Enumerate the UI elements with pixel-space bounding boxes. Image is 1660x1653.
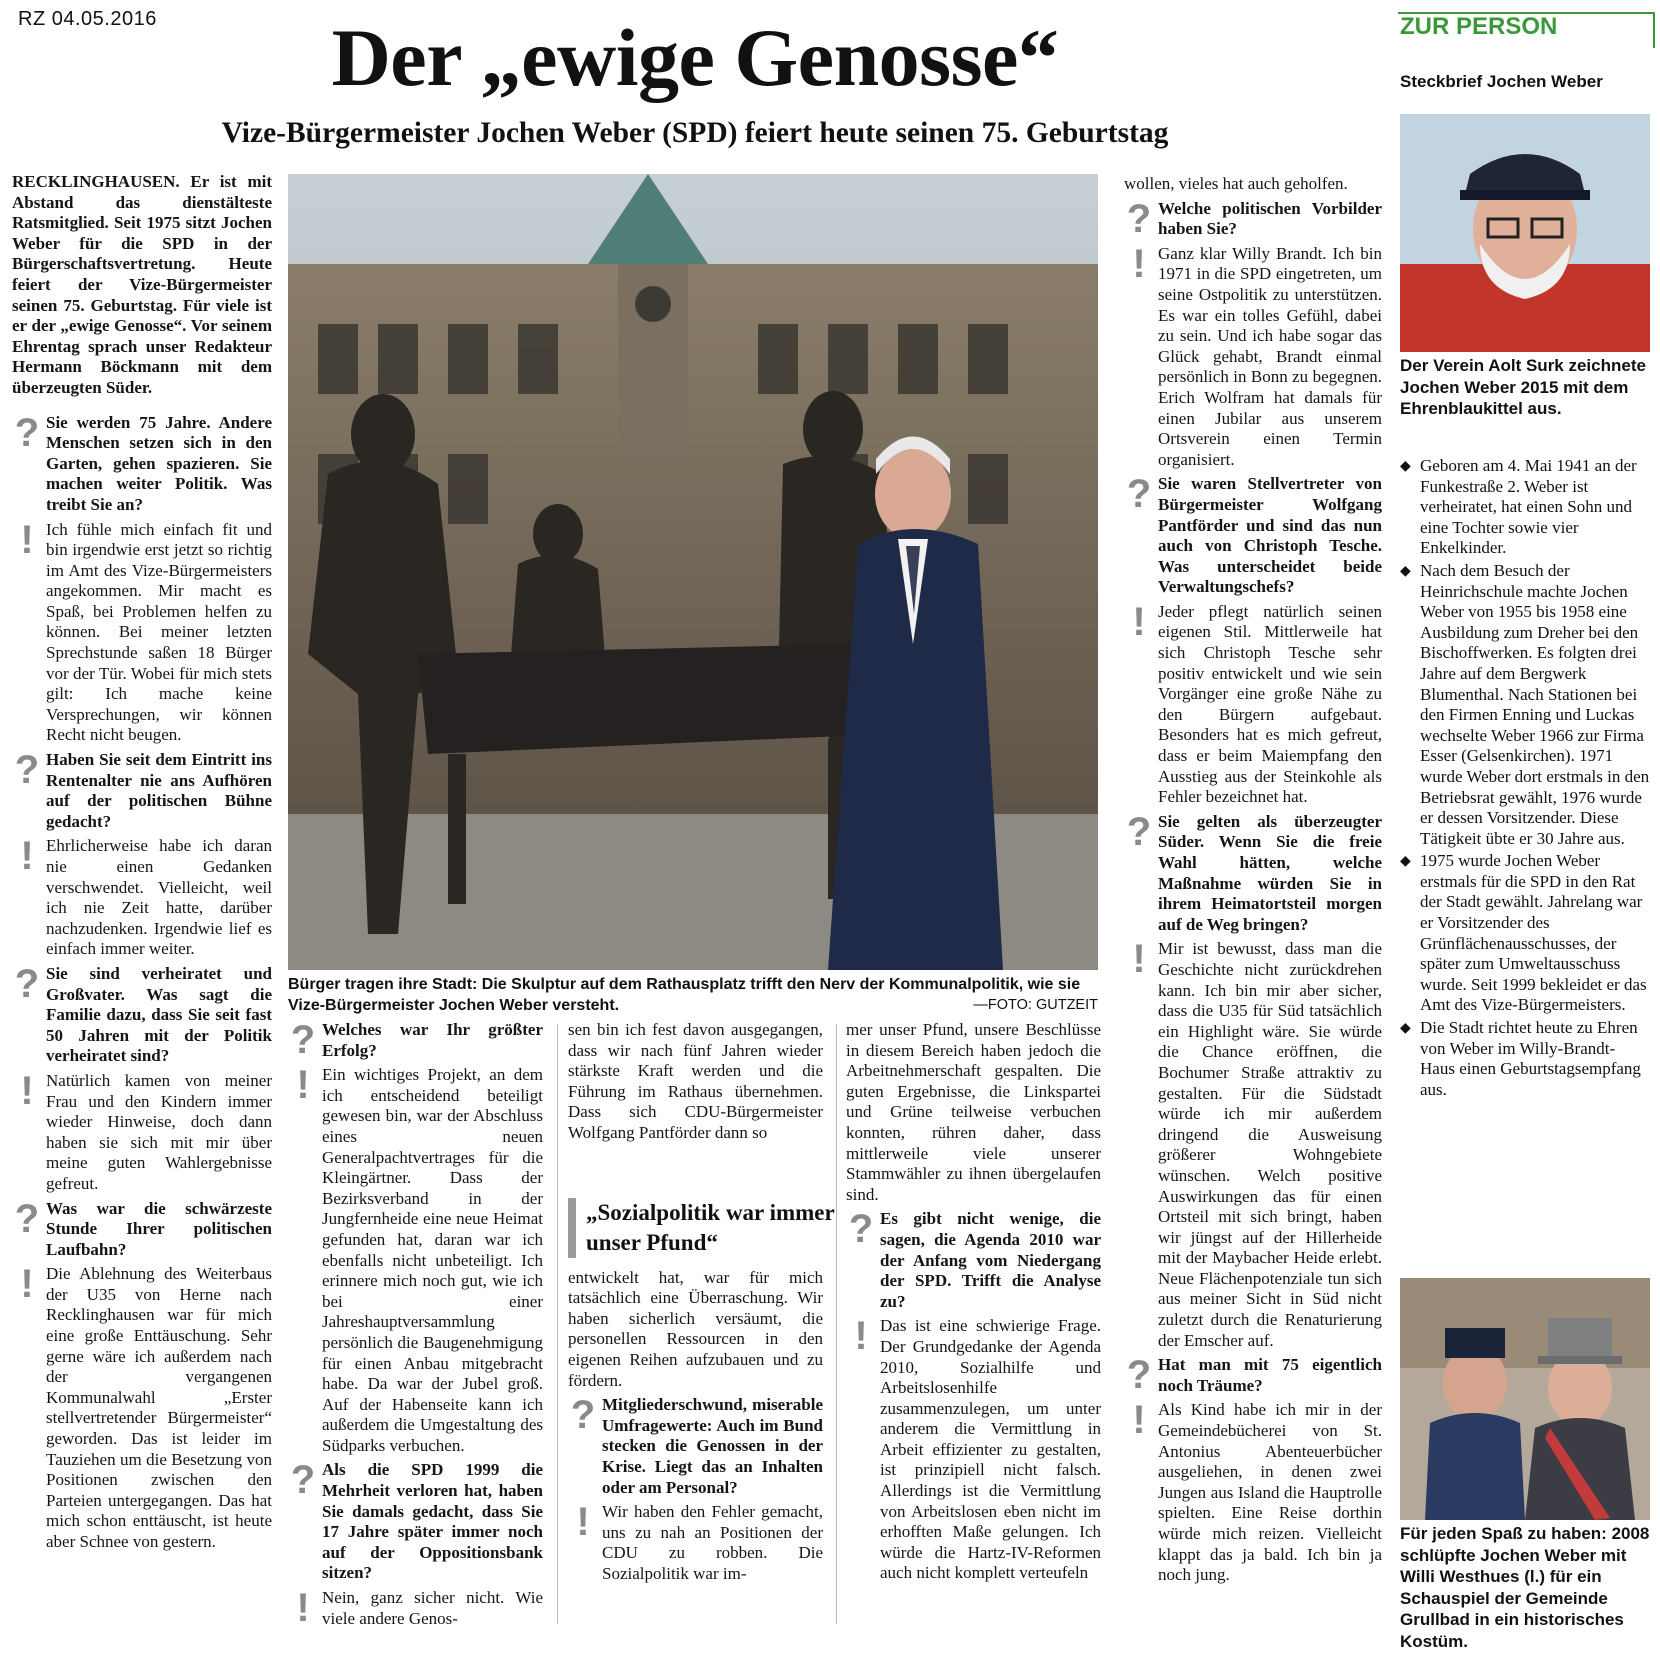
question-mark: ? bbox=[1126, 809, 1152, 854]
interview-question: Welches war Ihr größter Erfolg? bbox=[322, 1020, 543, 1060]
answer-mark: ! bbox=[296, 1063, 310, 1108]
article-column-2 bbox=[288, 1020, 543, 1629]
sidebar-subtitle: Steckbrief Jochen Weber bbox=[1400, 72, 1603, 91]
answer-mark: ! bbox=[1132, 1398, 1146, 1443]
question-mark: ? bbox=[14, 410, 40, 455]
answer-mark: ! bbox=[296, 1586, 310, 1631]
question-mark: ? bbox=[14, 748, 40, 793]
bio-bullet-list bbox=[1400, 456, 1650, 1102]
question-mark: ? bbox=[14, 1196, 40, 1241]
bio-bullet: ◆ Die Stadt richtet heute zu Ehren von Weber im Willy-Brandt-Haus einen Geburtstagsempfang aus. bbox=[1400, 1018, 1641, 1099]
interview-question: Sie werden 75 Jahre. Andere Menschen setzen sich in den Garten, gehen spazieren. Sie machen weiter Politik. Was treibt Sie an? bbox=[46, 412, 272, 514]
interview-answer: Nein, ganz sicher nicht. Wie viele andere Genos- bbox=[322, 1588, 543, 1628]
column-divider bbox=[836, 1024, 837, 1624]
bio-bullet: ◆ Geboren am 4. Mai 1941 an der Funkestraße 2. Weber ist verheiratet, hat einen Sohn und eine Tochter sowie vier Enkelkinder. bbox=[1400, 456, 1637, 558]
diamond-bullet-icon: ◆ bbox=[1400, 459, 1411, 474]
interview-question: Mitgliederschwund, miserable Umfragewerte: Auch im Bund stecken die Genossen in der Krise. Liegt das an Inhalten oder am Personal? bbox=[602, 1395, 823, 1497]
interview-answer: Die Ablehnung des Weiterbaus der U35 von Herne nach Recklinghausen war für mich eine große Enttäuschung. Sehr gerne wäre ich außerdem nach der vergangenen Kommunalwahl „Erster stellvertretender Bürgermeister“ geworden. Das ist leider im Tauziehen um die Besetzung von Positionen zwischen den Parteien untergegangen. Das hat mich schon enttäuscht, ist heute aber Schnee von gestern. bbox=[46, 1264, 272, 1551]
column-divider bbox=[557, 1024, 558, 1624]
question-mark: ? bbox=[290, 1458, 316, 1503]
article-column-3 bbox=[568, 1020, 823, 1584]
photo-credit: —FOTO: GUTZEIT bbox=[973, 997, 1098, 1013]
interview-answer: Mir ist bewusst, dass man die Geschichte nicht zurückdrehen kann. Ich bin mir aber sicher, dass die U35 für Süd tatsächlich ein Highlight wäre. Sie würde die Chance eröffnen, die Bochumer Straße attraktiv zu gestalten. Für die Südstadt würde ich mir außerdem dringend die Ausweisung größerer Wohngebiete wünschen. Welch positive Auswirkungen das für einen Ortsteil mit sich bringt, haben wir jüngst auf der Hillerheide mit der Maybacher Heide erlebt. Neue Flächenpotenziale tun sich aus meiner Sicht in Süd nicht zuletzt durch die Renaturierung der Emscher auf. bbox=[1158, 939, 1382, 1350]
pull-quote: „Sozialpolitik war immer unser Pfund“ bbox=[568, 1198, 836, 1258]
interview-question: Sie gelten als überzeugter Süder. Wenn Sie die freie Wahl hätten, welche Maßnahme würden Sie in ihrem Heimatortsteil morgen auf de Weg bringen? bbox=[1158, 811, 1382, 934]
answer-mark: ! bbox=[1132, 241, 1146, 286]
diamond-bullet-icon: ◆ bbox=[1400, 854, 1411, 870]
interview-answer: Wir haben den Fehler gemacht, uns zu nah an Positionen der CDU zu robben. Die Sozialpolitik war im- bbox=[602, 1502, 823, 1583]
answer-mark: ! bbox=[20, 834, 34, 879]
article-column-4 bbox=[846, 1020, 1101, 1584]
interview-answer: Jeder pflegt natürlich seinen eigenen Stil. Mittlerweile hat sich Christoph Tesche sehr positiv entwickelt und wie sein Vorgänger eine große Nähe zu den Bürgern aufgebaut. Besonders hat es mich gefreut, dass er beim Maiempfang den Ausstieg aus der Steinkohle als Fehler bezeichnet hat. bbox=[1158, 601, 1382, 807]
interview-answer: Als Kind habe ich mir in der Gemeindebücherei von St. Antonius Abenteuerbücher ausgeliehen, in denen zwei Jungen aus Island die Hauptrolle spielten. Eine Reise dorthin würde mich reizen. Vielleicht klappt das ja bald. Ich bin ja noch jung. bbox=[1158, 1400, 1382, 1585]
interview-question: Haben Sie seit dem Eintritt ins Rentenalter nie ans Aufhören auf der politischen Bühne gedacht? bbox=[46, 750, 272, 831]
costume-photo bbox=[1400, 1278, 1650, 1520]
interview-answer-continued: entwickelt hat, war für mich tatsächlich eine Überraschung. Wir haben sicherlich versäumt, die personellen Ressourcen in den eigenen Reihen aufzubauen und zu fördern. bbox=[568, 1267, 823, 1390]
interview-question: Es gibt nicht wenige, die sagen, die Agenda 2010 war der Anfang vom Niedergang der SPD. Trifft die Analyse zu? bbox=[880, 1209, 1101, 1311]
interview-answer-continued: sen bin ich fest davon ausgegangen, dass wir nach fünf Jahren wieder stärkste Kraft werden und die Führung im Rathaus übernehmen. Dass sich CDU-Bürgermeister Wolfgang Pantförder dann so bbox=[568, 1020, 823, 1142]
costume-caption: Für jeden Spaß zu haben: 2008 schlüpfte Jochen Weber mit Willi Westhues (l.) für ein Schauspiel der Gemeinde Grullbad in ein historisches Kostüm. bbox=[1400, 1524, 1650, 1651]
intro-paragraph: RECKLINGHAUSEN. Er ist mit Abstand das dienstälteste Ratsmitglied. Seit 1975 sitzt Jochen Weber für die SPD in der Bürgerschaftsvertretung. Heute feiert der Vize-Bürgermeister seinen 75. Geburtstag. Für viele ist er der „ewige Genosse“. Vor seinem Ehrentag sprach unser Redakteur Hermann Böckmann mit dem überzeugten Süder. bbox=[12, 172, 272, 397]
article-column-1 bbox=[12, 172, 272, 1553]
question-mark: ? bbox=[1126, 472, 1152, 517]
interview-answer-continued: wollen, vieles hat auch geholfen. bbox=[1124, 174, 1348, 193]
bio-bullet: ◆ 1975 wurde Jochen Weber erstmals für die SPD in den Rat der Stadt gewählt. Jahrelang war er Vorsitzender des Grünflächenausschusses, der später zum Umweltausschuss wurde. Seit 1999 bekleidet er das Amt des Vize-Bürgermeisters. bbox=[1400, 851, 1647, 1015]
question-mark: ? bbox=[1126, 1353, 1152, 1398]
interview-answer: Ganz klar Willy Brandt. Ich bin 1971 in die SPD eingetreten, um seine Ostpolitik zu unterstützen. Es war ein tolles Gefühl, dabei zu sein. Und ich habe sogar das Glück gehabt, Brandt einmal persönlich in Bonn zu begegnen. Erich Wolfram hat damals für einen Jubilar aus unserem Ortsverein einen Termin organisiert. bbox=[1158, 243, 1382, 469]
date-stamp: RZ 04.05.2016 bbox=[18, 8, 157, 30]
interview-answer-continued: mer unser Pfund, unsere Beschlüsse in diesem Bereich haben jedoch die Arbeitnehmerschaft gespalten. Die guten Ergebnisse, die Linkspartei und Grüne teilweise verbuchen konnten, rühren daher, dass mittlerweile viele unserer Stammwähler zu ihnen übergelaufen sind. bbox=[846, 1020, 1101, 1204]
portrait-caption: Der Verein Aolt Surk zeichnete Jochen Weber 2015 mit dem Ehrenblaukittel aus. bbox=[1400, 356, 1646, 419]
question-mark: ? bbox=[14, 961, 40, 1006]
headline: Der „ewige Genosse“ bbox=[331, 12, 1059, 103]
sidebar-title: ZUR PERSON bbox=[1400, 13, 1558, 40]
question-mark: ? bbox=[848, 1207, 874, 1252]
main-photo bbox=[288, 174, 1098, 970]
question-mark: ? bbox=[1126, 196, 1152, 241]
interview-question: Hat man mit 75 eigentlich noch Träume? bbox=[1158, 1355, 1382, 1395]
interview-question: Als die SPD 1999 die Mehrheit verloren hat, haben Sie damals gedacht, dass Sie 17 Jahre später immer noch auf der Oppositionsbank sitzen? bbox=[322, 1460, 543, 1583]
answer-mark: ! bbox=[20, 517, 34, 562]
portrait-image bbox=[1400, 114, 1650, 352]
photo-caption bbox=[288, 974, 1098, 1016]
answer-mark: ! bbox=[20, 1068, 34, 1113]
subheadline: Vize-Bürgermeister Jochen Weber (SPD) feiert heute seinen 75. Geburtstag bbox=[221, 117, 1169, 149]
sculpture-townhall-photo bbox=[288, 174, 1098, 970]
bio-bullet: ◆ Nach dem Besuch der Heinrichschule machte Jochen Weber von 1955 bis 1958 eine Ausbildung zum Dreher bei den Bischoffwerken. Es folgten drei Jahre auf dem Bergwerk Blumenthal. Nach Stationen bei den Firmen Enning und Luckas wechselte Weber 1966 zur Firma Esser (Gelsenkirchen). 1971 wurde Weber dort erstmals in den Betriebsrat gewählt, 1976 wurde er dessen Vorsitzender. Diese Tätigkeit übte er 30 Jahre aus. bbox=[1400, 560, 1650, 848]
answer-mark: ! bbox=[854, 1314, 868, 1359]
answer-mark: ! bbox=[1132, 599, 1146, 644]
interview-question: Welche politischen Vorbilder haben Sie? bbox=[1158, 198, 1382, 239]
diamond-bullet-icon: ◆ bbox=[1400, 1021, 1411, 1037]
portrait-photo bbox=[1400, 114, 1650, 352]
costume-image bbox=[1400, 1278, 1650, 1520]
answer-mark: ! bbox=[576, 1500, 590, 1545]
answer-mark: ! bbox=[20, 1262, 34, 1307]
article-column-5 bbox=[1124, 174, 1382, 1586]
interview-question: Sie waren Stellvertreter von Bürgermeister Wolfgang Pantförder und sind das nun auch von Christoph Tesche. Was unterscheidet beide Verwaltungschefs? bbox=[1158, 474, 1382, 597]
interview-answer: Das ist eine schwierige Frage. Der Grundgedanke der Agenda 2010, Sozialhilfe und Arbeitslosenhilfe zusammenzulegen, um unter anderem die Vermittlung in Arbeit effizienter zu gestalten, ist prinzipiell nicht falsch. Allerdings ist die Vermittlung von Arbeitslosen eben nicht im erhofften Maße gelungen. Ich würde die Hartz-IV-Reformen auch nicht komplett verteufeln bbox=[880, 1316, 1101, 1583]
question-mark: ? bbox=[570, 1393, 596, 1438]
diamond-bullet-icon: ◆ bbox=[1400, 563, 1411, 579]
interview-answer: Ein wichtiges Projekt, an dem ich entscheidend beteiligt gewesen bin, war der Abschluss eines neuen Generalpachtvertrages für die Kleingärtner. Dass der Bezirksverband in der Jungfernheide eine neue Heimat gefunden hat, daran war ich ebenfalls nicht unbeteiligt. Ich erinnere mich noch gut, wie ich bei einer Jahreshauptversammlung persönlich die Baugenehmigung für einen Anbau mitgebracht habe. Da war der Jubel groß. Auf der Habenseite kann ich außerdem die Umgestaltung des Südparks verbuchen. bbox=[322, 1065, 543, 1455]
interview-answer: Natürlich kamen von meiner Frau und den Kindern immer wieder Hinweise, doch dann haben sie sich mit mir über meine guten Wahlergebnisse gefreut. bbox=[46, 1070, 272, 1193]
photo-caption-text: Bürger tragen ihre Stadt: Die Skulptur auf dem Rathausplatz trifft den Nerv der Kommunalpolitik, wie sie Vize-Bürgermeister Jochen Weber versteht. bbox=[288, 976, 1081, 1014]
interview-answer: Ehrlicherweise habe ich daran nie einen Gedanken verschwendet. Vielleicht, weil ich nie Zeit hatte, darüber nachzudenken. Irgendwie lief es einfach immer weiter. bbox=[46, 836, 272, 959]
interview-question: Was war die schwärzeste Stunde Ihrer politischen Laufbahn? bbox=[46, 1198, 272, 1259]
interview-question: Sie sind verheiratet und Großvater. Was sagt die Familie dazu, dass Sie seit fast 50 Jahren mit der Politik verheiratet sind? bbox=[46, 963, 272, 1066]
interview-answer: Ich fühle mich einfach fit und bin irgendwie erst jetzt so richtig im Amt des Vize-Bürgermeisters angekommen. Mir macht es Spaß, bei Problemen helfen zu können. Bei meiner letzten Sprechstunde saßen 18 Bürger vor der Tür. Wobei für mich stets gilt: Ich mache keine Versprechungen, wir können Recht nicht beugen. bbox=[46, 519, 272, 745]
answer-mark: ! bbox=[1132, 937, 1146, 982]
question-mark: ? bbox=[290, 1018, 316, 1062]
